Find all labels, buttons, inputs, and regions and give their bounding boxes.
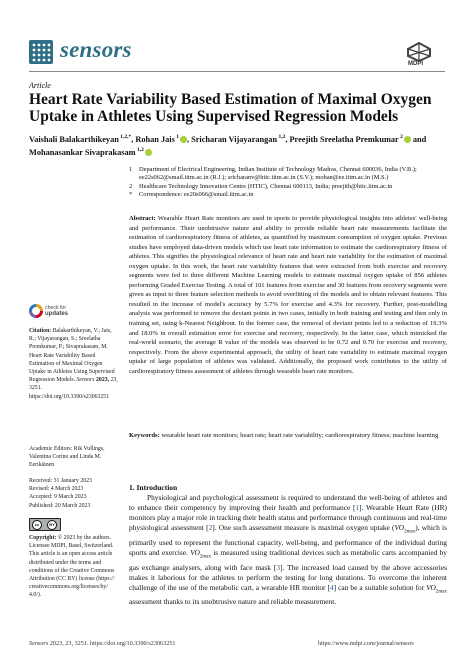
by-icon: BY bbox=[47, 520, 57, 530]
article-type: Article bbox=[29, 81, 51, 90]
citation-text: Balakarthikeyan, V.; Jais, R.; Vijayarangan, S.; Sreelatha Premkumar, P.; Sivaprakasam, M. Heart Rate Variability Based Estimation of Maximal Oxygen Uptake in Athletes Using Supervised Regression Models. bbox=[29, 328, 115, 384]
intro-text: ]. Wearable Heart Rate (HR) monitors play a major role in tracking their health status and performance through continuous and real-time physiological assessment [ bbox=[129, 503, 447, 533]
footer-citation bbox=[29, 640, 176, 647]
abstract bbox=[129, 214, 447, 376]
affiliation-mark: 1 bbox=[129, 166, 133, 173]
keywords-label: Keywords: bbox=[129, 432, 160, 439]
italic-symbol: VO bbox=[426, 582, 436, 592]
article-title: Heart Rate Variability Based Estimation of Maximal Oxygen Uptake in Athletes Using Supervised Regression Models bbox=[29, 91, 432, 125]
intro-text: ]. The increased load caused by the above accessories makes it laborious for the athletes to perform the testing for long durations. To overcome the inherent challenge of the use of the metabolic cart, a wearable HR monitor [ bbox=[129, 562, 447, 592]
journal-name: sensors bbox=[60, 37, 132, 62]
author-name: Sricharan Vijayarangan bbox=[191, 134, 278, 144]
intro-text: assessment thanks to its unobtrusive nature and reliable measurement. bbox=[129, 597, 337, 607]
journal-logo-icon bbox=[29, 40, 53, 64]
footer-journal: Sensors bbox=[29, 640, 49, 647]
author-name: Rohan Jais bbox=[135, 134, 175, 144]
citation-journal: Sensors bbox=[76, 377, 95, 384]
author-affiliation-marks: 1,2 bbox=[135, 146, 144, 153]
affiliation-mark: * bbox=[129, 191, 133, 199]
intro-text: Physiological and psychological assessment is required to understand the well-being of athletes and to enhance their competency by improving their health and performance [ bbox=[129, 493, 447, 513]
author-name: Preejith Sreelatha Premkumar bbox=[289, 134, 399, 144]
citation-year: 2023, bbox=[96, 377, 110, 384]
abstract-text: Wearable Heart Rate monitors are used in sports to provide physiological insights into athletes' well-being and performance. Their unobtrusive nature and ability to provide reliable heart rate measurements facilitate the estimation of cardiorespiratory fitness of athletes, as quantified by maximum consumption of oxygen uptake. Previous studies have employed data-driven models which use heart rate information to estimate the cardiorespiratory fitness of athletes. This signifies the physiological relevance of heart rate and heart rate variability for the estimation of maximal oxygen uptake. In this work, the heart rate variability features that were extracted from both exercise and recovery segments were fed to three different Machine Learning models to estimate maximal oxygen uptake of 856 athletes performing Graded Exercise Testing. A total of 101 features from exercise and 30 features from recovery segments were given as input to three feature selection methods to avoid overfitting of the models and to obtain relevant features. This resulted in the increase of model's accuracy by 5.7% for exercise and 4.3% for recovery. Further, post-modelling analysis was performed to remove the deviant points in two cases, initially in both training and testing and then only in training set, using k-Nearest Neighbour. In the former case, the removal of deviant points led to a reduction of 19.3% and 18.0% in overall estimation error for exercise and recovery, respectively. In the latter case, which mimicked the real-world scenario, the average R value of the models was observed to be 0.72 and 0.70 for exercise and recovery, respectively. From the above experimental approach, the utility of heart rate variability to estimate maximal oxygen uptake of large population of athletes was validated. Additionally, the proposed work contributes to the utility of cardiorespiratory fitness assessment of athletes through wearable heart rate monitors. bbox=[129, 215, 448, 375]
reference-link[interactable]: 1 bbox=[355, 503, 360, 513]
publication-dates bbox=[29, 477, 119, 510]
affiliation-text: Correspondence: ee20s066@smail.iitm.ac.in bbox=[139, 191, 254, 199]
affiliation-item bbox=[129, 183, 449, 191]
author-affiliation-marks: 1,2,* bbox=[118, 134, 132, 140]
abstract-label: Abstract: bbox=[129, 215, 156, 222]
orcid-icon[interactable] bbox=[404, 136, 411, 143]
footer-ref[interactable]: 2023, 23, 3251. https://doi.org/10.3390/s23063251 bbox=[49, 640, 176, 647]
affiliations bbox=[129, 166, 449, 200]
author-name: and Mohanasankar Sivaprakasam bbox=[29, 134, 427, 157]
intro-text: ] can be a suitable solution for bbox=[333, 582, 427, 592]
orcid-icon[interactable] bbox=[145, 149, 152, 156]
copyright-text: © 2023 by the authors. Licensee MDPI, Basel, Switzerland. This article is an open access article distributed under the terms and conditions of the Creative Commons Attribution (CC BY) license (https:// creativecommons.org/licenses/by/ 4.0/). bbox=[29, 535, 115, 599]
orcid-icon[interactable] bbox=[180, 136, 187, 143]
author-affiliation-marks: 1,2 bbox=[277, 134, 286, 140]
reference-link[interactable]: 2 bbox=[208, 523, 213, 533]
italic-symbol: VO bbox=[394, 523, 405, 533]
affiliation-item bbox=[129, 191, 449, 199]
intro-text: ]. One such assessment measure is maximal oxygen uptake ( bbox=[212, 523, 395, 533]
academic-editors: Academic Editors: Rik Vullings, Valentina Corino and Linda M. Eerikäinen bbox=[29, 446, 105, 469]
introduction-paragraph bbox=[129, 493, 447, 607]
author-name: Vaishali Balakarthikeyan bbox=[29, 134, 119, 144]
section-heading: 1. Introduction bbox=[129, 483, 178, 492]
author-list: Vaishali Balakarthikeyan $^{1,2,*}$, Rohan Jais $^1$ , Sricharan Vijayarangan $^{1,2}$, Preejith Sreelatha Premkumar $^2$ and Mohanasankar Sivaprakasam $^{1,2}$ bbox=[29, 134, 427, 157]
copyright-notice bbox=[29, 534, 119, 600]
affiliation-item bbox=[129, 166, 449, 183]
date-published: Published: 20 March 2023 bbox=[29, 502, 91, 509]
citation-volume: 23, bbox=[110, 377, 118, 384]
affiliation-mark: 2 bbox=[129, 182, 133, 190]
subscript: 2max bbox=[435, 589, 447, 595]
intro-text: is measured using traditional devices such as metabolic carts accompanied by gas exchange analysers, along with face mask [ bbox=[129, 547, 447, 572]
date-accepted: Accepted: 9 March 2023 bbox=[29, 494, 87, 501]
affiliation-text: Department of Electrical Engineering, Indian Institute of Technology Madras, Chennai 600036, India (V.B.); ee22s062@smail.iitm.ac.in (R.J.); sricharanv@htic.iitm.ac.in (S.V.); mohan@ee.iitm.ac.in (M.S.) bbox=[139, 166, 417, 182]
citation-label: Citation: bbox=[29, 328, 52, 334]
footer-journal-url[interactable]: https://www.mdpi.com/journal/sensors bbox=[318, 640, 414, 647]
date-received: Received: 31 January 2023 bbox=[29, 478, 92, 484]
check-updates-line1: check for bbox=[45, 305, 67, 311]
cc-by-license-icon[interactable] bbox=[29, 518, 61, 531]
italic-symbol: VO bbox=[190, 547, 200, 557]
author-affiliation-marks: 2 bbox=[398, 134, 403, 140]
citation-doi-link[interactable]: 3251. https://doi.org/10.3390/s23063251 bbox=[29, 385, 110, 400]
subscript: 2max bbox=[199, 554, 211, 560]
citation-block bbox=[29, 327, 119, 401]
affiliation-text: Healthcare Technology Innovation Centre (HTIC), Chennai 600113, India; preejith@htic.iitm.ac.in bbox=[139, 182, 393, 190]
header-divider bbox=[29, 71, 445, 72]
keywords-text: wearable heart rate monitors; heart rate; heart rate variability; cardiorespiratory fitness; machine learning bbox=[161, 432, 439, 439]
subscript: 2max bbox=[404, 529, 416, 535]
copyright-label: Copyright: bbox=[29, 535, 57, 541]
author-affiliation-marks: 1 bbox=[174, 134, 179, 140]
reference-link[interactable]: 3 bbox=[276, 562, 281, 572]
date-revised: Revised: 4 March 2023 bbox=[29, 486, 84, 493]
cc-icon: cc bbox=[32, 520, 42, 530]
check-updates-icon bbox=[29, 304, 43, 318]
intro-text: ), which is primarily used to represent the functional capacity, well-being, and performance of the individual during sports and exercise. bbox=[129, 523, 447, 557]
publisher-name: MDPI bbox=[408, 61, 423, 67]
check-updates-line2: updates bbox=[45, 311, 69, 317]
keywords bbox=[129, 431, 447, 441]
reference-link[interactable]: 4 bbox=[329, 582, 334, 592]
